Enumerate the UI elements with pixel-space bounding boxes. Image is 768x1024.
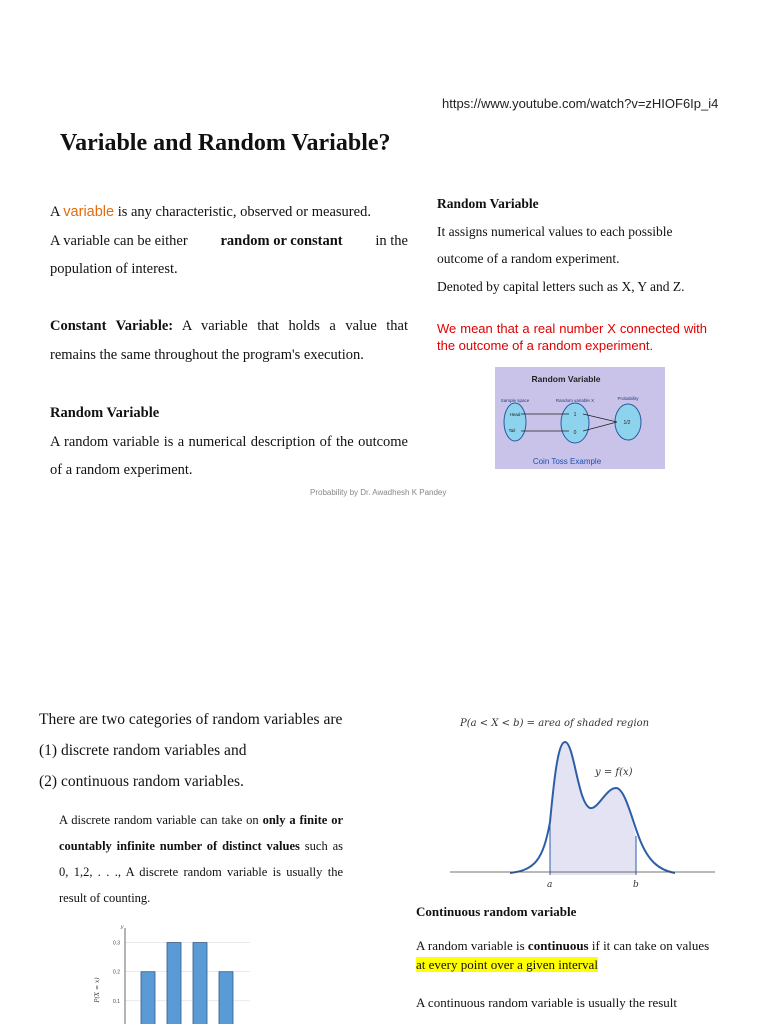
- random-variable-ellipse: [561, 403, 589, 443]
- continuous-definition: [416, 904, 716, 1012]
- discrete-bar-chart: [85, 920, 255, 1024]
- constant-variable-text: A variable that holds a value that remains the same throughout the program's execution.: [50, 318, 409, 363]
- continuous-p1: [416, 936, 716, 974]
- bar-y-label: P(X = x): [94, 977, 101, 1003]
- tail-label: Tail: [508, 428, 516, 433]
- continuous-p1b: if it can take on values: [588, 938, 710, 953]
- intro-rest: is any characteristic, observed or measured.: [114, 204, 371, 220]
- bar-y-axis-letter: y: [120, 924, 124, 930]
- intro-line3: population of interest.: [50, 261, 178, 277]
- intro-line2b: in the: [375, 232, 408, 249]
- continuous-bold: continuous: [527, 938, 589, 953]
- discrete-bold: only a finite or countably infinite number of distinct values: [59, 813, 343, 853]
- continuous-heading: Continuous random variable: [416, 904, 577, 919]
- discrete-a: A discrete random variable can take on: [59, 813, 263, 827]
- figure-title: Random Variable: [531, 374, 601, 384]
- discrete-definition: [59, 807, 343, 911]
- random-variable-heading: Random Variable: [50, 405, 160, 421]
- value-one: 1: [573, 412, 577, 418]
- random-variable-definition: [50, 399, 408, 485]
- constant-variable-definition: [50, 312, 408, 369]
- slide-footer: Probability by Dr. Awadhesh K Pandey: [310, 488, 447, 497]
- intro-a: A: [50, 204, 64, 220]
- right-heading: Random Variable: [437, 196, 539, 211]
- right-line1: It assigns numerical values to each possible: [437, 223, 673, 239]
- density-curve-figure: [440, 710, 725, 895]
- category-discrete: (1) discrete random variables and: [39, 742, 247, 759]
- figure-caption: Coin Toss Example: [532, 457, 602, 466]
- bar-3: [219, 972, 233, 1024]
- bar-tick-label-0: 0.3: [113, 940, 120, 947]
- coin-toss-figure: [495, 367, 665, 469]
- fx-label: y = f(x): [595, 767, 633, 778]
- category-continuous: (2) continuous random variables.: [39, 773, 244, 790]
- variable-highlight: variable: [63, 204, 115, 220]
- bar-2: [193, 943, 207, 1024]
- value-zero: 0: [573, 430, 577, 436]
- bar-0: [141, 972, 155, 1024]
- head-label: Head: [509, 412, 521, 417]
- constant-variable-label: Constant Variable:: [50, 318, 174, 334]
- discrete-b: such as 0, 1,2, . . ., A discrete random variable is usually the result of counting.: [59, 839, 344, 905]
- youtube-link[interactable]: https://www.youtube.com/watch?v=zHIOF6Ip_i4: [442, 96, 719, 111]
- slide-title: Variable and Random Variable?: [60, 130, 391, 156]
- categories-intro-line: There are two categories of random variables are: [39, 711, 343, 728]
- continuous-highlight: at every point over a given interval: [416, 957, 598, 972]
- value-half: 1/2: [623, 420, 631, 426]
- bar-tick-label-2: 0.1: [113, 998, 120, 1005]
- b-label: b: [633, 880, 639, 890]
- categories-intro: [39, 704, 342, 797]
- random-variable-x-label: Random variable X: [555, 398, 595, 403]
- shaded-region-label: P(a < X < b) = area of shaded region: [460, 718, 650, 729]
- variable-definition: [50, 198, 408, 284]
- continuous-p2: A continuous random variable is usually the result: [416, 995, 678, 1010]
- continuous-p1a: A random variable is: [416, 938, 528, 953]
- red-note: We mean that a real number X connected with the outcome of a random experiment.: [437, 321, 707, 353]
- bar-tick-label-1: 0.2: [113, 969, 120, 976]
- sample-space-label: Sample space: [500, 398, 530, 403]
- a-label: a: [547, 880, 553, 890]
- right-line3: Denoted by capital letters such as X, Y and Z.: [437, 278, 685, 294]
- bar-1: [167, 943, 181, 1024]
- intro-line2a: A variable can be either: [50, 232, 188, 249]
- sample-space-ellipse: [504, 403, 526, 441]
- slide-categories-of-random-variables: [0, 690, 768, 1024]
- bar-marks: [141, 943, 233, 1024]
- bar-ticks: [113, 941, 120, 1005]
- slide-variable-and-random-variable: [0, 0, 768, 510]
- random-variable-text: A random variable is a numerical description of the outcome of a random experiment.: [50, 433, 408, 478]
- random-or-constant: random or constant: [220, 232, 343, 249]
- right-line2: outcome of a random experiment.: [437, 251, 620, 266]
- probability-label: Probability: [617, 396, 639, 401]
- right-random-variable: [437, 190, 737, 300]
